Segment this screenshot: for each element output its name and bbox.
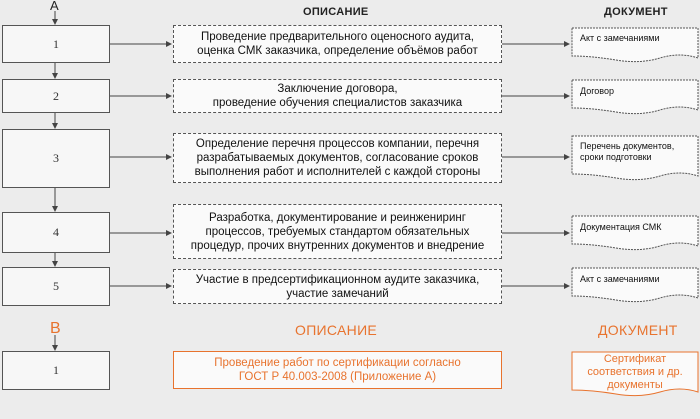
doc-a-3 bbox=[574, 141, 674, 163]
doc-a-2: Договор bbox=[580, 86, 614, 96]
doc-a-3-line2: сроки подготовки bbox=[580, 152, 652, 162]
desc-a-3-line3: выполнения работ и исполнителей с каждой стороны bbox=[194, 166, 481, 178]
description-header: ОПИСАНИЕ bbox=[303, 6, 369, 18]
step-a-2: 2 bbox=[2, 79, 110, 113]
desc-a-3-line1: Определение перечня процессов компании, перечня bbox=[195, 138, 480, 150]
desc-a-2-line1: Заключение договора, bbox=[277, 83, 398, 95]
step-b-1: 1 bbox=[2, 351, 110, 390]
desc-a-2-line2: проведение обучения специалистов заказчика bbox=[212, 97, 463, 109]
desc-a-4 bbox=[173, 204, 502, 259]
step-a-3: 3 bbox=[2, 129, 110, 188]
doc-a-4: Документация СМК bbox=[580, 222, 662, 232]
desc-a-3 bbox=[173, 133, 502, 183]
desc-a-4-line1: Разработка, документирование и реинжениринг bbox=[209, 211, 466, 224]
document-header: ДОКУМЕНТ bbox=[604, 6, 668, 18]
desc-a-5 bbox=[173, 269, 502, 304]
doc-b-1-line2: соответствия и др. bbox=[587, 366, 683, 378]
desc-b-1-line1: Проведение работ по сертификации согласно bbox=[214, 357, 461, 369]
desc-a-4-line2: процессов, требуемых стандартом обязательных bbox=[205, 225, 470, 238]
description-header-b: ОПИСАНИЕ bbox=[295, 322, 378, 338]
desc-a-2 bbox=[173, 79, 502, 113]
doc-a-3-line1: Перечень документов, bbox=[580, 141, 675, 151]
desc-a-5-line2: участие замечаний bbox=[286, 287, 389, 300]
desc-a-1-line1: Проведение предварительного оценосного аудита, bbox=[201, 31, 474, 43]
section-b-letter: В bbox=[50, 320, 61, 337]
step-a-5: 5 bbox=[2, 267, 110, 306]
doc-a-1: Акт с замечаниями bbox=[580, 33, 660, 43]
section-a-letter: A bbox=[50, 0, 59, 13]
step-a-1: 1 bbox=[2, 25, 110, 63]
desc-a-1 bbox=[173, 25, 502, 63]
document-header-b: ДОКУМЕНТ bbox=[598, 322, 678, 338]
desc-a-3-line2: разрабатываемых документов, согласование сроков bbox=[196, 152, 479, 164]
doc-b-1 bbox=[572, 353, 698, 392]
doc-b-1-line1: Сертификат bbox=[603, 353, 667, 365]
step-a-4: 4 bbox=[2, 212, 110, 253]
desc-a-1-line2: оценка СМК заказчика, определение объёмов работ bbox=[197, 45, 478, 57]
desc-a-5-line1: Участие в предсертификационном аудите заказчика, bbox=[195, 273, 480, 286]
doc-b-1-line3: документы bbox=[607, 379, 663, 391]
doc-a-5: Акт с замечаниями bbox=[580, 274, 660, 284]
desc-b-1 bbox=[173, 351, 502, 389]
desc-b-1-line2: ГОСТ Р 40.003-2008 (Приложение А) bbox=[238, 371, 437, 383]
desc-a-4-line3: процедур, прочих внутренних документов и внедрение bbox=[190, 239, 485, 252]
